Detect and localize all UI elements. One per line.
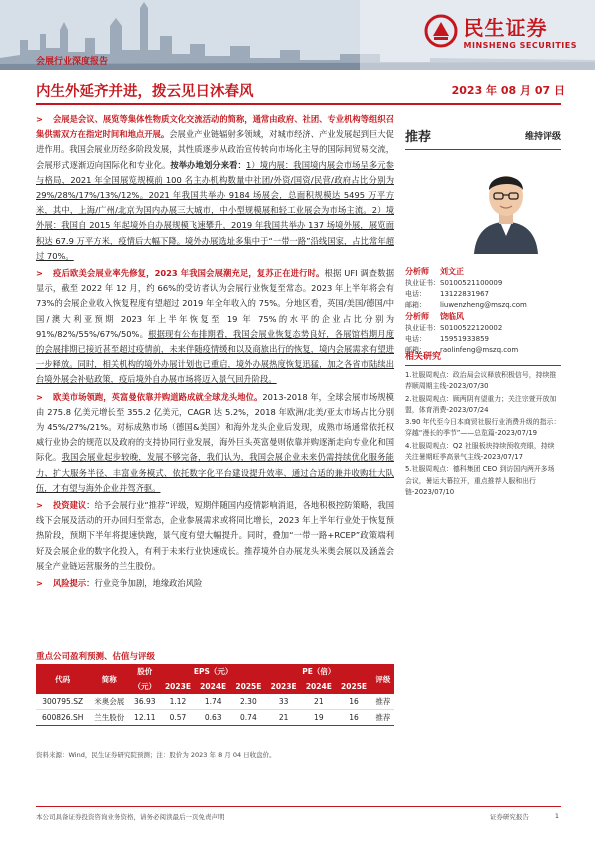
para-body: 给予会展行业“推荐”评级，短期伴随国内疫情影响消退，各地积极控防策略，我国线下会展及活动的开办回归至常态，企业参展需求或将同比增长，2023 年上半年行业处于恢复预热阶段，预期下半年将提速快跑，景气度有望大幅提升。同时，叠加“一带一路+RCEP”政策端利好及会展企业的数字化投入，有利于未来行业快速成长。推荐境外自办展龙头米奥会展以及涵盖会展全产业链运营服务的兰生股份。 <box>36 500 394 571</box>
col-code: 代码 <box>36 664 89 694</box>
cell-name: 米奥会展 <box>89 694 129 710</box>
analyst-role: 分析师 <box>405 267 429 276</box>
bullet-arrow-icon: > <box>36 500 43 511</box>
summary-paragraph-4 <box>36 498 394 574</box>
para-underline: 2）境外展：我国自 2015 年起境外自办展规模飞速攀升，2019 年我国共举办 137 场境外展，展览面积达 67.9 万平方米，疫情后大幅下降。境外办展选址多集中于“一带一路”沿线国家，占比常年超过 70%。 <box>36 205 394 261</box>
cell-eps: 1.12 <box>160 694 195 710</box>
summary-column <box>36 112 394 591</box>
cell-eps: 2.30 <box>231 694 266 710</box>
summary-paragraph-5 <box>36 576 394 591</box>
cell-code: 300795.SZ <box>36 694 89 710</box>
col-year: 2025E <box>231 679 266 694</box>
company-logo <box>424 12 578 50</box>
analyst-photo <box>456 158 556 254</box>
col-pe: PE（倍） <box>266 664 372 679</box>
para-lead: 疫后欧美会展业率先修复，2023 年我国会展潮充足，复苏正在进行时。 <box>52 268 325 279</box>
cell-eps: 0.57 <box>160 710 195 726</box>
para-lead: 投资建议： <box>52 500 95 511</box>
analyst-portrait-image <box>456 158 556 254</box>
footer-disclaimer: 本公司具备证券投资咨询业务资格，请务必阅读最后一页免责声明 <box>36 813 225 821</box>
table-source: 资料来源：Wind，民生证券研究院预测；注：股价为 2023 年 8 月 04 日收盘价。 <box>36 751 276 759</box>
footer-divider <box>36 806 561 807</box>
col-year: 2025E <box>336 679 371 694</box>
cell-eps: 1.74 <box>196 694 231 710</box>
cert-label: 执业证书： <box>405 324 440 332</box>
analyst-name: 饶临风 <box>440 312 464 321</box>
para-body: 根据 UFI 调查数据显示，截至 2022 年 12 月，约 66%的受访者认为会展行业恢复至常态。2023 年上半年将会有 73%的会展企业收入恢复程度有望超过 2019 年全年收入的 75%。分地区看，英国/美国/德国/中国/澳大利亚预期 2023 年上半年恢复至 19 年 75%的水平的企业占比分别为 91%/82%/55%/67%/50%。 <box>36 268 395 339</box>
cell-eps: 0.74 <box>231 710 266 726</box>
para-body: 2013-2018 年，全球会展市场规模由 275.8 亿美元增长至 355.2 亿美元，CAGR 达 5.2%，2018 年欧洲/北美/亚太市场占比分别为 45%/27%/21%。对标成熟市场（德国&美国）和海外龙头企业后发现，成熟市场通常依托权威行业协会的规范以及政府的支持协同行业发展，海外巨头英富曼则依靠并购逐渐走向专业化和国际化。 <box>36 391 394 463</box>
related-link[interactable]: 4.社服周观点：Q2 社服板块持续预收亮眼，持续关注暑期旺季高景气主线-2023/07/17 <box>405 441 555 462</box>
phone-number: 13122831967 <box>440 290 489 298</box>
email-link[interactable]: raolinfeng@mszq.com <box>440 346 519 354</box>
logo-mark-icon <box>424 14 458 48</box>
report-type: 会展行业深度报告 <box>36 57 109 67</box>
email-label: 邮箱： <box>405 301 426 309</box>
col-name: 简称 <box>89 664 129 694</box>
cell-price: 36.93 <box>129 694 160 710</box>
email-label: 邮箱： <box>405 346 426 354</box>
summary-paragraph-3 <box>36 390 394 496</box>
col-year: 2023E <box>160 679 195 694</box>
report-date: 2023 年 08 月 07 日 <box>451 84 565 97</box>
cell-rating: 推荐 <box>372 710 394 726</box>
analyst-role: 分析师 <box>405 312 429 321</box>
col-year: 2024E <box>196 679 231 694</box>
para-body: 会展业产业链辐射多领域，对城市经济、产业发展起到巨大促进作用。我国会展业历经多阶段发展，其性质逐步从政治宣传转向市场化主导的国际间贸易交流，会展形式逐渐迈向国际化和专业化。 <box>36 129 394 170</box>
para-lead: 会展是会议、展览等集体性物质文化交流活动的简称，通常由政府、社团、专业机构等组织召集供需双方在指定时间和地点开展。 <box>36 114 394 140</box>
col-price: 股价 <box>129 664 160 679</box>
title-divider <box>36 103 561 105</box>
analyst-card <box>405 265 561 311</box>
bullet-arrow-icon: > <box>36 268 43 279</box>
cell-pe: 16 <box>336 694 371 710</box>
cert-number: S0100521100009 <box>440 279 503 287</box>
cell-pe: 16 <box>336 710 371 726</box>
report-title: 内生外延齐并进，拨云见日沐春风 <box>36 84 254 100</box>
table-title: 重点公司盈利预测、估值与评级 <box>36 652 156 662</box>
col-year: 2023E <box>266 679 301 694</box>
col-price-unit: （元） <box>129 679 160 694</box>
table-row <box>36 710 394 726</box>
col-eps: EPS（元） <box>160 664 266 679</box>
phone-label: 电话： <box>405 290 426 298</box>
cell-name: 兰生股份 <box>89 710 129 726</box>
para-underline: 我国会展业起步较晚，发展不够完备，我们认为，我国会展企业未来仍需持续优化服务能力、扩大服务半径、丰富业务模式、依托数字化平台建设提升效率、通过合适的兼并收购壮大队伍，才有望与海外企业并驾齐驱。 <box>36 452 394 493</box>
cell-rating: 推荐 <box>372 694 394 710</box>
cert-label: 执业证书： <box>405 279 440 287</box>
summary-paragraph-1 <box>36 112 394 264</box>
logo-en-text: MINSHENG SECURITIES <box>463 41 577 50</box>
cell-pe: 33 <box>266 694 301 710</box>
cell-code: 600826.SH <box>36 710 89 726</box>
table-header-row <box>36 664 394 679</box>
para-lead: 欧美市场领跑，英富曼依靠并购道路成就全球龙头地位。 <box>52 391 263 402</box>
bullet-arrow-icon: > <box>36 578 43 589</box>
bullet-arrow-icon: > <box>36 114 43 124</box>
para-underline: 根据现有公布排期看，我国会展业恢复态势良好，各展馆档期月度的会展排期已接近甚至超过疫情前，未来伴随疫情缓和以及商旅出行的恢复，境内会展需求有望进一步释放。同时，相关机构的境外办展计划也已重启，境外办展热度恢复迅猛，加之各省市陆续出台境外展会补贴政策，疫后境外自办展市场将迈入景气回升阶段。 <box>36 328 394 385</box>
bullet-arrow-icon: > <box>36 391 43 402</box>
footer-right <box>490 812 559 821</box>
rating-bar <box>405 126 561 150</box>
logo-cn-text: 民生证券 <box>463 16 548 40</box>
related-link[interactable]: 5.社服周观点：德科集团 CEO 到访国内两开多场会议，暑运大幕拉开，重点推荐人服和出行链-2023/07/10 <box>405 465 555 496</box>
phone-label: 电话： <box>405 335 426 343</box>
related-title: 相关研究 <box>405 349 561 366</box>
related-link[interactable]: 1.社服周观点：政治局会议释放积极信号，持续推荐顺周期主线-2023/07/30 <box>405 371 557 391</box>
cell-eps: 0.63 <box>196 710 231 726</box>
footer-report-label: 证券研究报告 <box>489 813 529 821</box>
table-row <box>36 694 394 710</box>
analyst-name: 刘文正 <box>440 267 464 276</box>
phone-number: 15951933859 <box>440 335 489 343</box>
rating-label: 维持评级 <box>524 132 561 142</box>
cell-pe: 21 <box>301 694 336 710</box>
cell-pe: 19 <box>301 710 336 726</box>
para-bold: 按举办地划分来看： <box>170 159 246 170</box>
col-year: 2024E <box>301 679 336 694</box>
summary-paragraph-2 <box>36 266 394 388</box>
page-number: 1 <box>554 812 559 820</box>
cert-number: S0100522120002 <box>440 324 503 332</box>
cell-pe: 21 <box>266 710 301 726</box>
forecast-table <box>36 664 394 726</box>
cell-price: 12.11 <box>129 710 160 726</box>
related-research <box>405 349 561 499</box>
recommendation-label: 推荐 <box>405 130 432 145</box>
related-link[interactable]: 3.90 年代至今日本商贸社服行业消费升级的指示：穿越“漫长的季节”——总览篇-2023/07/19 <box>405 418 561 438</box>
para-underline: 1）境内展：我国境内展会市场呈多元参与格局，2021 年全国展览规模前 100 名主办机构数量中社团/外资/国资/民营/政府占比分别为 29%/28%/17%/13%/12%。2021 年我国共举办 9184 场展会，总面积规模达 5495 万平方米，其中，上海/广州/北京为国内办展三大城市，中小型规模展和轻工业展会为市场主流。 <box>36 159 394 216</box>
email-link[interactable]: liuwenzheng@mszq.com <box>440 301 527 309</box>
related-link[interactable]: 2.社服周观点：顾两阴有望重力；关注宗萱开放加盟，体育消费-2023/07/24 <box>405 394 557 414</box>
col-rating: 评级 <box>372 664 394 694</box>
para-body: 行业竞争加剧，地缘政治风险 <box>94 578 203 589</box>
para-lead: 风险提示： <box>52 578 95 589</box>
